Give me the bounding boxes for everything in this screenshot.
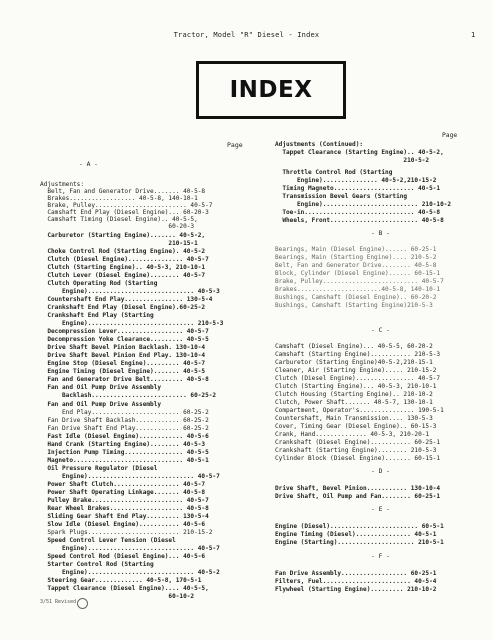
- index-entry: Sliding Gear Shaft End Play......... 130-5-4: [40, 513, 209, 520]
- letter-heading-a: - A -: [79, 161, 98, 168]
- letter-heading-f: - F -: [371, 553, 390, 560]
- index-entry: Brake, Pulley.......................... 40-5-7: [275, 278, 444, 285]
- index-entry: Decompression Yoke Clearance......... 40-5-5: [40, 336, 209, 343]
- footer-logo-icon: [77, 598, 88, 609]
- index-entry: Engine)............................. 40-5-2: [40, 569, 220, 576]
- index-entry: Camshaft (Starting Engine)........... 210-5-3: [275, 351, 441, 358]
- index-entry: Choke Control Rod (Starting Engine). 40-5-2: [40, 248, 206, 255]
- index-entry: Tappet Clearance (Starting Engine).. 40-5-2,: [275, 149, 444, 156]
- index-entry: Hand Crank (Starting Engine)........ 40-5-3: [40, 441, 206, 448]
- index-entry: Crankshaft (Starting Engine)........ 210-5-3: [275, 447, 437, 454]
- page-header: Tractor, Model "R" Diesel - Index: [173, 31, 320, 39]
- index-entry: Decompression Lever.................. 40-5-7: [40, 328, 209, 335]
- index-entry: Tappet Clearance (Diesel Engine).... 40-5-5,: [40, 585, 209, 592]
- index-entry: Oil Pressure Regulator (Diesel: [40, 465, 158, 472]
- index-entry: Engine)............... 40-5-2,210-15-2: [275, 177, 437, 184]
- index-entry: Countershaft, Main Transmission.... 130-5-3: [275, 415, 433, 422]
- index-entry: Engine)............................. 40-5-7: [40, 545, 220, 552]
- index-entry: Fast Idle (Diesel Engine)............ 40-5-6: [40, 433, 209, 440]
- index-entry: 60-20-3: [40, 223, 195, 230]
- index-entry: Clutch (Diesel Engine)................ 40-5-7: [275, 375, 441, 382]
- index-entry: 210-5-2: [275, 157, 430, 164]
- index-entry: Steering Gear............. 40-5-8, 170-5-1: [40, 577, 202, 584]
- index-entry: Engine (Starting)..................... 210-5-1: [275, 539, 444, 546]
- index-entry: Crankshaft (Diesel Engine)........... 60-25-1: [275, 439, 441, 446]
- index-entry: Cleaner, Air (Starting Engine)..... 210-15-2: [275, 367, 437, 374]
- index-entry: Timing Magneto...................... 40-5-1: [275, 185, 441, 192]
- index-entry: Drive Shaft Bevel Pinion End Play. 130-10-4: [40, 352, 206, 359]
- index-entry: Clutch Operating Rod (Starting: [40, 280, 158, 287]
- index-entry: Crankshaft End Play (Starting: [40, 312, 154, 319]
- index-entry: Flywheel (Starting Engine)......... 210-10-2: [275, 586, 437, 593]
- index-entry: Filters, Fuel........................ 40-5-4: [275, 578, 437, 585]
- index-entry: Bushings, Camshaft (Starting Engine)210-5-3: [275, 302, 433, 309]
- index-entry: Clutch (Diesel Engine)............... 40-5-7: [40, 256, 209, 263]
- index-entry: Adjustments (Continued):: [275, 141, 364, 148]
- index-title: INDEX: [229, 77, 313, 103]
- letter-heading-d: - D -: [371, 468, 390, 475]
- index-entry: Clutch Housing (Starting Engine).. 210-10-2: [275, 391, 433, 398]
- index-entry: Carburetor (Starting Engine)....... 40-5-2,: [40, 232, 206, 239]
- index-entry: Adjustments:: [40, 181, 85, 188]
- index-entry: Wheels, Front........................ 40-5-8: [275, 217, 444, 224]
- index-entry: Bearings, Main (Starting Engine).... 210-5-2: [275, 254, 437, 261]
- letter-heading-c: - C -: [371, 327, 390, 334]
- index-entry: 60-10-2: [40, 593, 195, 600]
- index-entry: Spark Plugs......................... 210-15-2: [40, 529, 213, 536]
- letter-heading-b: - B -: [371, 230, 390, 237]
- index-entry: Clutch, Power Shaft....... 40-5-7, 130-10-1: [275, 399, 433, 406]
- index-entry: Drive Shaft, Oil Pump and Fan........ 60-25-1: [275, 493, 441, 500]
- index-entry: Brakes.......................40-5-8, 140-10-1: [275, 286, 441, 293]
- index-entry: Backlash.......................... 60-25-2: [40, 392, 217, 399]
- index-entry: Engine (Diesel)........................ 60-5-1: [275, 523, 444, 530]
- index-entry: End Play........................ 60-25-2: [40, 409, 209, 416]
- index-entry: Drive Shaft Bevel Pinion Backlash. 130-10-4: [40, 344, 206, 351]
- index-entry: Engine Timing (Diesel Engine)....... 40-5-5: [40, 368, 206, 375]
- index-entry: Engine Stop (Diesel Engine)......... 40-5-7: [40, 360, 206, 367]
- index-entry: Transmission Bevel Gears (Starting: [275, 193, 408, 200]
- index-entry: Toe-in.............................. 40-5-8: [275, 209, 441, 216]
- index-entry: Speed Control Lever Tension (Diesel: [40, 537, 176, 544]
- index-entry: Speed Control Rod (Diesel Engine)... 40-5-6: [40, 553, 206, 560]
- index-entry: Magneto.............................. 40-5-1: [40, 457, 209, 464]
- index-entry: Fan and Oil Pump Drive Assembly: [40, 384, 162, 391]
- index-entry: Belt, Fan and Generator Drive........ 40-5-8: [275, 262, 437, 269]
- page-column-label-left: Page: [227, 141, 243, 149]
- index-entry: Engine)............................. 210-5-3: [40, 320, 224, 327]
- index-entry: Crank, Hand.............. 40-5-3, 210-20-1: [275, 431, 430, 438]
- index-entry: Fan Drive Shaft End Play............ 60-25-2: [40, 425, 209, 432]
- page-number: 1: [471, 31, 476, 39]
- index-entry: Throttle Control Rod (Starting: [275, 169, 393, 176]
- index-entry: 210-15-1: [40, 240, 198, 247]
- letter-heading-e: - E -: [371, 506, 390, 513]
- index-entry: Power Shaft Operating Linkage....... 40-5-8: [40, 489, 206, 496]
- index-entry: Camshaft (Diesel Engine)... 40-5-5, 60-20-2: [275, 343, 433, 350]
- index-entry: Rear Wheel Brakes.................... 40-5-8: [40, 505, 209, 512]
- index-entry: Bushings, Camshaft (Diesel Engine).. 60-20-2: [275, 294, 437, 301]
- footer-revision-mark: 3/51 Revised: [40, 599, 77, 605]
- index-entry: Power Shaft Clutch.................. 40-5-7: [40, 481, 206, 488]
- index-entry: Cylinder Block (Diesel Engine)....... 60-15-1: [275, 455, 441, 462]
- index-entry: Carburetor (Starting Engine)40-5-2,210-15-1: [275, 359, 433, 366]
- index-entry: Engine)............................. 40-5-7: [40, 473, 220, 480]
- index-entry: Fan and Generator Drive Belt......... 40-5-8: [40, 376, 209, 383]
- index-entry: Drive Shaft, Bevel Pinion........... 130-10-4: [275, 485, 441, 492]
- index-entry: Engine Timing (Diesel)............... 40-5-1: [275, 531, 437, 538]
- index-entry: Fan Drive Assembly.................. 60-25-1: [275, 570, 437, 577]
- index-entry: Starter Control Rod (Starting: [40, 561, 154, 568]
- index-entry: Slow Idle (Diesel Engine)........... 40-5-6: [40, 521, 206, 528]
- index-entry: Engine)............................. 40-5-3: [40, 288, 220, 295]
- index-entry: Brakes.................. 40-5-8, 140-10-1: [40, 195, 198, 202]
- index-entry: Belt, Fan and Generator Drive....... 40-5-8: [40, 188, 206, 195]
- index-entry: Engine).......................... 210-10-2: [275, 201, 452, 208]
- index-entry: Pulley Brake......................... 40-5-7: [40, 497, 209, 504]
- index-entry: Clutch (Starting Engine).. 40-5-3, 210-10-1: [40, 264, 206, 271]
- index-entry: Cover, Timing Gear (Diesel Engine).. 60-15-3: [275, 423, 437, 430]
- index-entry: Brake, Pulley......................... 40-5-7: [40, 202, 213, 209]
- index-entry: Countershaft End Play................ 130-5-4: [40, 296, 213, 303]
- left-index-column: [40, 0, 265, 600]
- index-entry: Camshaft Timing (Diesel Engine).. 40-5-5,: [40, 216, 198, 223]
- index-entry: Bearings, Main (Diesel Engine)...... 60-25-1: [275, 246, 437, 253]
- index-entry: Camshaft End Play (Diesel Engine)... 60-20-3: [40, 209, 209, 216]
- index-entry: Fan Drive Shaft Backlash............ 60-25-2: [40, 417, 209, 424]
- index-entry: Fan and Oil Pump Drive Assembly: [40, 401, 162, 408]
- index-entry: Clutch (Starting Engine)... 40-5-3, 210-10-1: [275, 383, 437, 390]
- index-entry: Clutch Lever (Diesel Engine)........ 40-5-7: [40, 272, 206, 279]
- page-column-label-right: Page: [442, 132, 458, 139]
- index-entry: Compartment, Operator's............... 190-5-1: [275, 407, 444, 414]
- index-entry: Crankshaft End Play (Diesel Engine).60-25-2: [40, 304, 206, 311]
- index-entry: Block, Cylinder (Diesel Engine)...... 60-15-1: [275, 270, 441, 277]
- index-entry: Injection Pump Timing................ 40-5-5: [40, 449, 209, 456]
